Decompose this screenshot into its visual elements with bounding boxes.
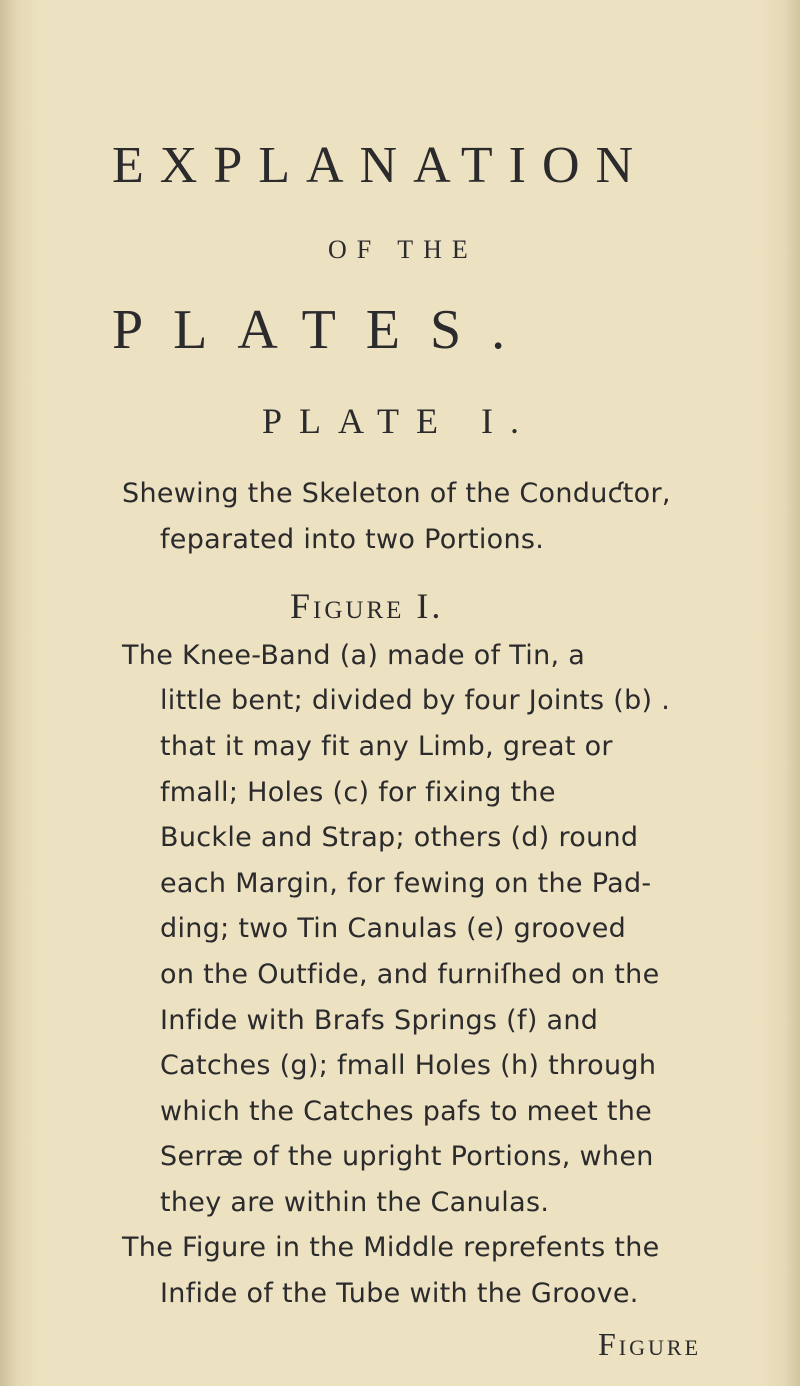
plate-caption-line: Shewing the Skeleton of the Conduƈtor,: [122, 478, 671, 509]
figure-heading: Figure I.: [290, 586, 444, 626]
text-line: on the Outfide, and furniſhed on the: [160, 959, 660, 990]
text-line: each Margin, for fewing on the Pad-: [160, 868, 652, 899]
text-line: The Knee-Band (a) made of Tin, a: [122, 640, 586, 671]
text-line: ding; two Tin Canulas (e) grooved: [160, 913, 627, 944]
title-of-the: OF THE: [328, 235, 478, 264]
plate-heading: PLATE I.: [262, 401, 536, 441]
text-line: that it may fit any Limb, great or: [160, 731, 613, 762]
plate-caption-line: feparated into two Portions.: [160, 524, 545, 555]
title-explanation: EXPLANATION: [112, 137, 650, 194]
text-line: which the Catches pafs to meet the: [160, 1096, 653, 1127]
text-line: Catches (g); fmall Holes (h) through: [160, 1050, 657, 1081]
text-line: little bent; divided by four Joints (b) .: [160, 685, 671, 716]
text-line: The Figure in the Middle reprefents the: [122, 1232, 660, 1263]
text-line: Buckle and Strap; others (d) round: [160, 822, 639, 853]
title-plates: PLATES.: [112, 299, 536, 361]
text-line: Infide with Brafs Springs (f) and: [160, 1005, 599, 1036]
text-line: they are within the Canulas.: [160, 1187, 550, 1218]
text-line: Infide of the Tube with the Groove.: [160, 1278, 639, 1309]
catchword: Figure: [598, 1326, 702, 1362]
text-line: fmall; Holes (c) for fixing the: [160, 777, 556, 808]
text-line: Serræ of the upright Portions, when: [160, 1141, 654, 1172]
